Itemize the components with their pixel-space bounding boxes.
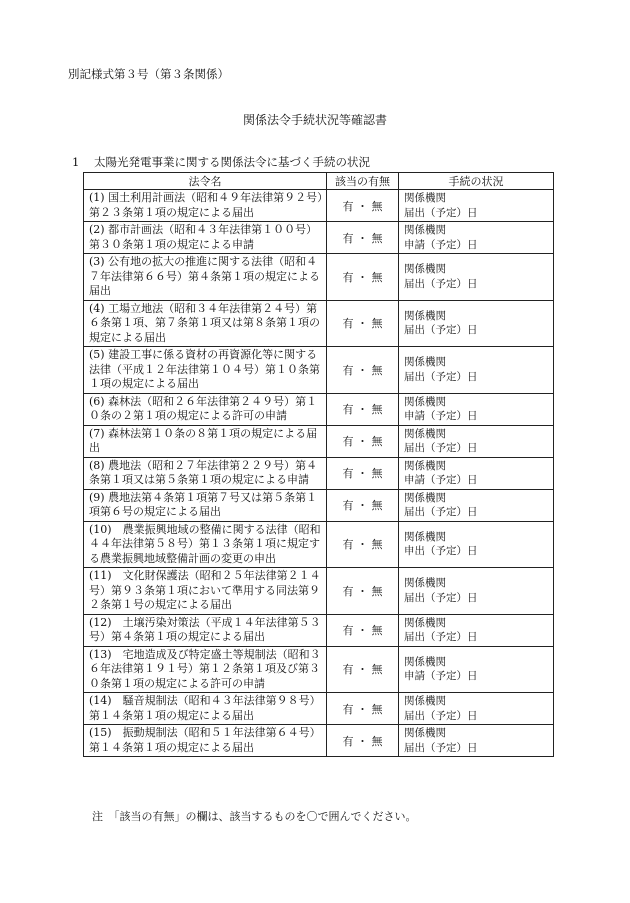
applicability-options[interactable]: 有 ・ 無 (342, 584, 383, 598)
table-row (84, 347, 554, 394)
applicability-options[interactable]: 有 ・ 無 (342, 702, 383, 716)
procedure-date-label: 申請（予定）日 (404, 410, 478, 422)
applicability-options[interactable]: 有 ・ 無 (342, 435, 383, 448)
procedure-date-label: 申出（予定）日 (404, 545, 478, 558)
table-row (84, 190, 554, 222)
procedure-status-cell (399, 457, 554, 489)
law-name-cell: (7) 森林法第１０条の８第１項の規定による届出 (84, 425, 327, 457)
section-number: 1 (72, 155, 80, 169)
law-name-cell: (15) 振動規制法（昭和５１年法律第６４号）第１４条第１項の規定による届出 (84, 725, 327, 757)
procedure-date-label: 届出（予定）日 (404, 709, 478, 722)
law-name-cell: (4) 工場立地法（昭和３４年法律第２４号）第６条第１項、第７条第１項又は第８条第１項の規定による届出 (84, 300, 327, 347)
procedure-date-label: 届出（予定）日 (404, 277, 478, 290)
agency-label: 関係機関 (404, 224, 446, 236)
applicability-options[interactable]: 有 ・ 無 (342, 624, 383, 637)
table-row (84, 457, 554, 489)
table-row (84, 725, 554, 757)
agency-label: 関係機関 (404, 616, 446, 629)
header-applicability: 該当の有無 (327, 173, 399, 190)
law-name-cell: (14) 騒音規制法（昭和４３年法律第９８号）第１４条第１項の規定による届出 (84, 693, 327, 725)
document-title: 関係法令手続状況等確認書 (242, 113, 387, 127)
table-row (84, 254, 554, 301)
agency-label: 関係機関 (404, 356, 446, 369)
law-name-cell: (1) 国土利用計画法（昭和４９年法律第９２号）第２３条第１項の規定による届出 (84, 190, 327, 222)
agency-label: 関係機関 (404, 491, 446, 504)
law-name-cell: (8) 農地法（昭和２７年法律第２２９号）第４条第１項又は第５条第１項の規定による申請 (84, 457, 327, 489)
agency-label: 関係機関 (404, 263, 446, 276)
procedure-date-label: 届出（予定）日 (404, 324, 478, 337)
applicability-options[interactable]: 有 ・ 無 (342, 499, 383, 512)
law-name-cell: (6) 森林法（昭和２６年法律第２４９号）第１０条の２第１項の規定による許可の申請 (84, 393, 327, 425)
applicability-options[interactable]: 有 ・ 無 (342, 231, 383, 245)
procedure-date-label: 申請（予定）日 (404, 670, 478, 683)
applicability-options[interactable]: 有 ・ 無 (342, 317, 383, 331)
agency-label: 関係機関 (404, 395, 446, 408)
header-law-name: 法令名 (84, 173, 327, 190)
law-name-cell: (5) 建設工事に係る資材の再資源化等に関する法律（平成１２年法律第１０４号）第１０条第１項の規定による届出 (84, 347, 327, 394)
procedure-date-label: 申請（予定）日 (404, 474, 478, 486)
table-row (84, 489, 554, 521)
applicability-cell[interactable] (327, 646, 399, 693)
procedure-status-cell (399, 489, 554, 521)
procedure-status-cell (399, 614, 554, 646)
procedure-status-cell (399, 646, 554, 693)
applicability-options[interactable]: 有 ・ 無 (342, 663, 383, 677)
agency-label: 関係機関 (404, 727, 446, 739)
form-label: 別記様式第３号（第３条関係） (68, 67, 229, 81)
table-header-row (84, 173, 554, 190)
table-row (84, 425, 554, 457)
procedure-date-label: 届出（予定）日 (404, 506, 478, 518)
applicability-cell[interactable] (327, 393, 399, 425)
section-heading-text: 太陽光発電事業に関する関係法令に基づく手続の状況 (94, 155, 370, 169)
procedure-status-cell (399, 347, 554, 394)
applicability-cell[interactable] (327, 568, 399, 615)
agency-label: 関係機関 (404, 530, 446, 543)
applicability-cell[interactable] (327, 457, 399, 489)
procedure-date-label: 届出（予定）日 (404, 591, 478, 604)
applicability-cell[interactable] (327, 300, 399, 347)
table-row (84, 300, 554, 347)
applicability-cell[interactable] (327, 693, 399, 725)
procedure-status-cell (399, 254, 554, 301)
header-procedure-status: 手続の状況 (399, 173, 554, 190)
table-row (84, 393, 554, 425)
procedure-status-cell (399, 568, 554, 615)
applicability-options[interactable]: 有 ・ 無 (342, 403, 383, 416)
applicability-cell[interactable] (327, 489, 399, 521)
law-name-cell: (3) 公有地の拡大の推進に関する法律（昭和４７年法律第６６号）第４条第１項の規定による届出 (84, 254, 327, 301)
procedure-status-cell (399, 521, 554, 568)
applicability-cell[interactable] (327, 254, 399, 301)
agency-label: 関係機関 (404, 655, 446, 668)
table-row (84, 568, 554, 615)
applicability-options[interactable]: 有 ・ 無 (342, 734, 383, 748)
applicability-options[interactable]: 有 ・ 無 (342, 199, 383, 213)
applicability-cell[interactable] (327, 614, 399, 646)
procedure-status-cell (399, 425, 554, 457)
law-name-cell: (2) 都市計画法（昭和４３年法律第１００号）第３０条第１項の規定による申請 (84, 222, 327, 254)
table-row (84, 693, 554, 725)
procedures-table (83, 172, 554, 757)
agency-label: 関係機関 (404, 459, 446, 472)
procedure-status-cell (399, 222, 554, 254)
section-heading (72, 154, 370, 170)
table-row (84, 614, 554, 646)
agency-label: 関係機関 (404, 309, 446, 322)
agency-label: 関係機関 (404, 192, 446, 204)
note: 注 「該当の有無」の欄は、該当するものを〇で囲んでください。 (92, 810, 417, 823)
agency-label: 関係機関 (404, 577, 446, 590)
procedure-status-cell (399, 393, 554, 425)
law-name-cell: (13) 宅地造成及び特定盛土等規制法（昭和３６年法律第１９１号）第１２条第１項及び第３０条第１項の規定による許可の申請 (84, 646, 327, 693)
applicability-options[interactable]: 有 ・ 無 (342, 467, 383, 480)
procedure-status-cell (399, 300, 554, 347)
law-name-cell: (10) 農業振興地域の整備に関する法律（昭和４４年法律第５８号）第１３条第１項に規定する農業振興地域整備計画の変更の申出 (84, 521, 327, 568)
procedure-status-cell (399, 725, 554, 757)
applicability-options[interactable]: 有 ・ 無 (342, 270, 383, 284)
table-row (84, 646, 554, 693)
applicability-cell[interactable] (327, 425, 399, 457)
agency-label: 関係機関 (404, 427, 446, 440)
table-row (84, 521, 554, 568)
applicability-cell[interactable] (327, 190, 399, 222)
applicability-options[interactable]: 有 ・ 無 (342, 538, 383, 552)
procedure-status-cell (399, 190, 554, 222)
applicability-options[interactable]: 有 ・ 無 (342, 363, 383, 377)
procedure-date-label: 届出（予定）日 (404, 631, 478, 643)
procedure-date-label: 届出（予定）日 (404, 741, 478, 754)
procedure-date-label: 届出（予定）日 (404, 370, 478, 383)
applicability-cell[interactable] (327, 521, 399, 568)
procedure-date-label: 届出（予定）日 (404, 206, 478, 219)
procedure-status-cell (399, 693, 554, 725)
applicability-cell[interactable] (327, 222, 399, 254)
law-name-cell: (12) 土壌汚染対策法（平成１４年法律第５３号）第４条第１項の規定による届出 (84, 614, 327, 646)
law-name-cell: (9) 農地法第４条第１項第７号又は第５条第１項第６号の規定による届出 (84, 489, 327, 521)
agency-label: 関係機関 (404, 695, 446, 707)
applicability-cell[interactable] (327, 347, 399, 394)
table-row (84, 222, 554, 254)
procedure-date-label: 届出（予定）日 (404, 442, 478, 454)
law-name-cell: (11) 文化財保護法（昭和２５年法律第２１４号）第９３条第１項において準用する同法第９２条第１号の規定による届出 (84, 568, 327, 615)
applicability-cell[interactable] (327, 725, 399, 757)
procedure-date-label: 申請（予定）日 (404, 238, 478, 251)
